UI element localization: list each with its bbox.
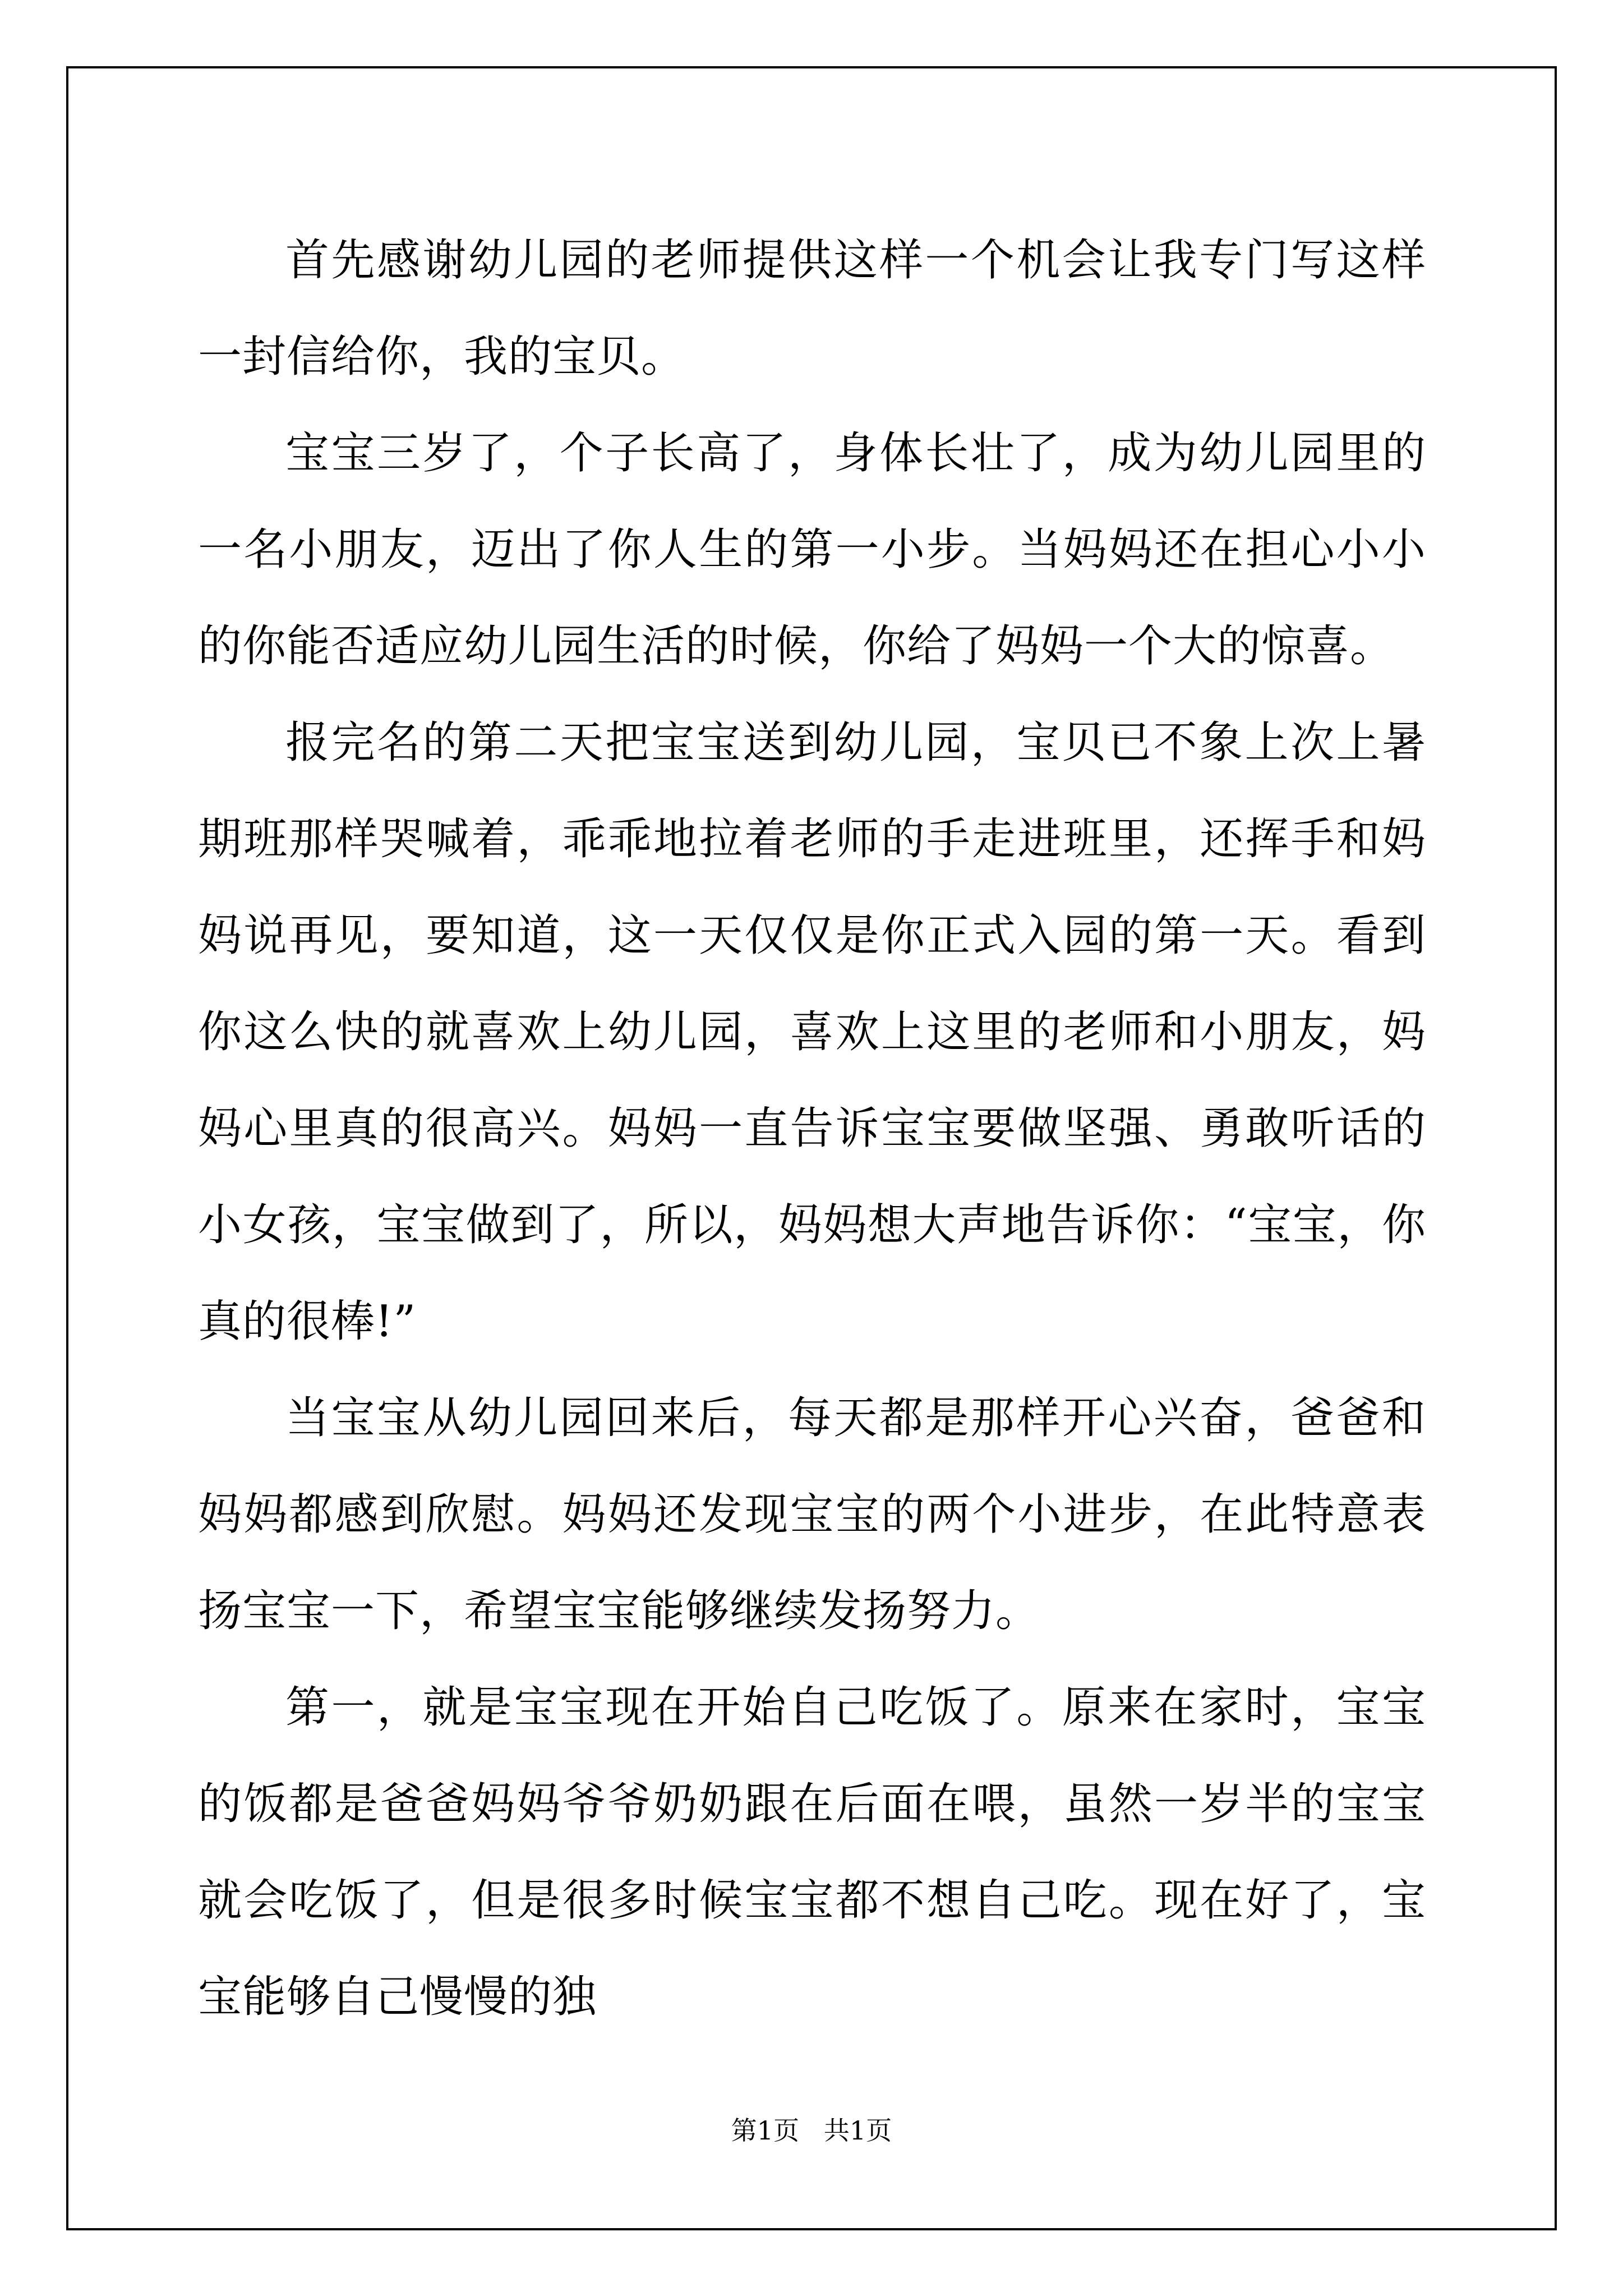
paragraph-4: 当宝宝从幼儿园回来后，每天都是那样开心兴奋，爸爸和妈妈都感到欣慰。妈妈还发现宝宝的两个小进步，在此特意表扬宝宝一下，希望宝宝能够继续发扬努力。 <box>198 1393 1426 1636</box>
letter-body <box>198 212 1426 2045</box>
paragraph-1: 首先感谢幼儿园的老师提供这样一个机会让我专门写这样一封信给你，我的宝贝。 <box>198 235 1426 382</box>
page-number-footer: 第1页 共1页 <box>731 2115 892 2146</box>
paragraph-3: 报完名的第二天把宝宝送到幼儿园，宝贝已不象上次上暑期班那样哭喊着，乖乖地拉着老师的手走进班里，还挥手和妈妈说再见，要知道，这一天仅仅是你正式入园的第一天。看到你这么快的就喜欢上幼儿园，喜欢上这里的老师和小朋友，妈妈心里真的很高兴。妈妈一直告诉宝宝要做坚强、勇敢听话的小女孩，宝宝做到了，所以，妈妈想大声地告诉你：“宝宝，你真的很棒!” <box>198 717 1426 1347</box>
paragraph-2: 宝宝三岁了，个子长高了，身体长壮了，成为幼儿园里的一名小朋友，迈出了你人生的第一小步。当妈妈还在担心小小的你能否适应幼儿园生活的时候，你给了妈妈一个大的惊喜。 <box>198 428 1426 671</box>
paragraph-5: 第一，就是宝宝现在开始自己吃饭了。原来在家时，宝宝的饭都是爸爸妈妈爷爷奶奶跟在后面在喂，虽然一岁半的宝宝就会吃饭了，但是很多时候宝宝都不想自己吃。现在好了，宝宝能够自己慢慢的独 <box>198 1682 1426 2022</box>
